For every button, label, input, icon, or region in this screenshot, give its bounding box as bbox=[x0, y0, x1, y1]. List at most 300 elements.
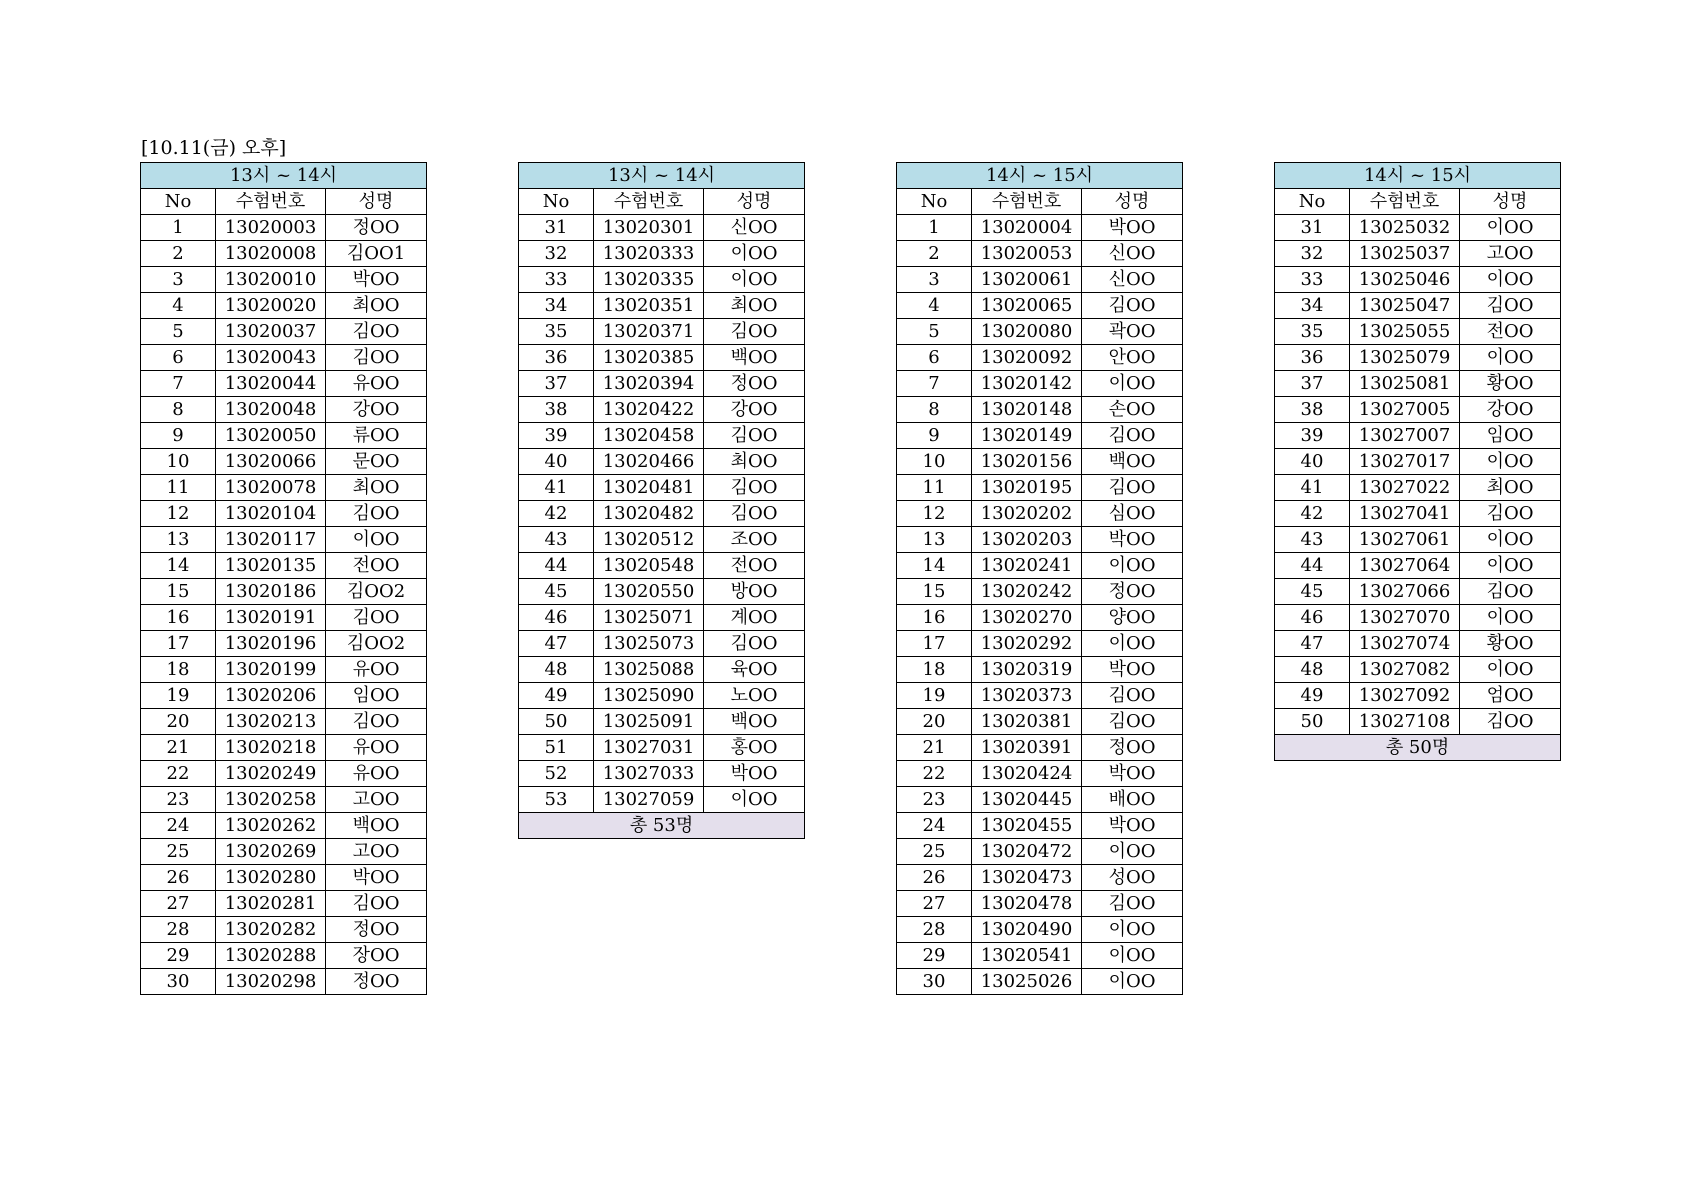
column-header-name: 성명 bbox=[1460, 189, 1561, 215]
row-number: 41 bbox=[1275, 475, 1350, 501]
table-row bbox=[897, 241, 1183, 267]
row-number: 12 bbox=[897, 501, 972, 527]
total-count: 총 53명 bbox=[519, 813, 805, 839]
row-number: 35 bbox=[519, 319, 594, 345]
exam-number: 13020148 bbox=[972, 397, 1082, 423]
exam-number: 13020512 bbox=[594, 527, 704, 553]
table-row bbox=[141, 501, 427, 527]
row-number: 25 bbox=[897, 839, 972, 865]
row-number: 23 bbox=[141, 787, 216, 813]
exam-number: 13020394 bbox=[594, 371, 704, 397]
student-name: 고OO bbox=[1460, 241, 1561, 267]
student-name: 이OO bbox=[1460, 267, 1561, 293]
row-number: 22 bbox=[897, 761, 972, 787]
exam-number: 13020282 bbox=[216, 917, 326, 943]
exam-number: 13020249 bbox=[216, 761, 326, 787]
row-number: 31 bbox=[1275, 215, 1350, 241]
exam-number: 13020061 bbox=[972, 267, 1082, 293]
column-header-exam-number: 수험번호 bbox=[1350, 189, 1460, 215]
table-row bbox=[141, 475, 427, 501]
exam-number: 13025037 bbox=[1350, 241, 1460, 267]
exam-number: 13025047 bbox=[1350, 293, 1460, 319]
total-count: 총 50명 bbox=[1275, 735, 1561, 761]
row-number: 39 bbox=[1275, 423, 1350, 449]
table-row bbox=[141, 839, 427, 865]
row-number: 31 bbox=[519, 215, 594, 241]
student-name: 신OO bbox=[704, 215, 805, 241]
table-row bbox=[897, 709, 1183, 735]
table-row bbox=[141, 449, 427, 475]
row-number: 36 bbox=[1275, 345, 1350, 371]
row-number: 40 bbox=[519, 449, 594, 475]
row-number: 27 bbox=[897, 891, 972, 917]
row-number: 15 bbox=[141, 579, 216, 605]
table-row bbox=[141, 293, 427, 319]
exam-number: 13020135 bbox=[216, 553, 326, 579]
row-number: 49 bbox=[519, 683, 594, 709]
student-name: 박OO bbox=[1082, 813, 1183, 839]
row-number: 18 bbox=[141, 657, 216, 683]
table-row bbox=[141, 345, 427, 371]
exam-number: 13020202 bbox=[972, 501, 1082, 527]
table-row bbox=[519, 345, 805, 371]
table-row bbox=[519, 267, 805, 293]
exam-number: 13020466 bbox=[594, 449, 704, 475]
table-row bbox=[519, 423, 805, 449]
table-row bbox=[1275, 449, 1561, 475]
student-name: 유OO bbox=[326, 371, 427, 397]
exam-number: 13027017 bbox=[1350, 449, 1460, 475]
table-row bbox=[897, 865, 1183, 891]
table-row bbox=[141, 969, 427, 995]
row-number: 10 bbox=[897, 449, 972, 475]
row-number: 48 bbox=[519, 657, 594, 683]
table-row bbox=[897, 735, 1183, 761]
student-name: 최OO bbox=[1460, 475, 1561, 501]
exam-number: 13027059 bbox=[594, 787, 704, 813]
table-row bbox=[141, 917, 427, 943]
table-row bbox=[897, 293, 1183, 319]
student-name: 양OO bbox=[1082, 605, 1183, 631]
student-name: 김OO bbox=[1082, 683, 1183, 709]
row-number: 4 bbox=[897, 293, 972, 319]
table-row bbox=[897, 839, 1183, 865]
table-row bbox=[897, 917, 1183, 943]
exam-number: 13020301 bbox=[594, 215, 704, 241]
table-row bbox=[1275, 501, 1561, 527]
exam-number: 13020482 bbox=[594, 501, 704, 527]
student-name: 신OO bbox=[1082, 241, 1183, 267]
exam-number: 13020037 bbox=[216, 319, 326, 345]
exam-number: 13025032 bbox=[1350, 215, 1460, 241]
table-row bbox=[519, 215, 805, 241]
table-row bbox=[897, 891, 1183, 917]
table-row bbox=[519, 553, 805, 579]
row-number: 14 bbox=[897, 553, 972, 579]
row-number: 21 bbox=[897, 735, 972, 761]
student-name: 정OO bbox=[1082, 579, 1183, 605]
student-name: 최OO bbox=[704, 293, 805, 319]
student-name: 김OO bbox=[326, 501, 427, 527]
student-name: 이OO bbox=[1460, 215, 1561, 241]
student-name: 박OO bbox=[326, 267, 427, 293]
table-row bbox=[897, 319, 1183, 345]
exam-number: 13020319 bbox=[972, 657, 1082, 683]
exam-number: 13020550 bbox=[594, 579, 704, 605]
student-name: 황OO bbox=[1460, 631, 1561, 657]
exam-number: 13020065 bbox=[972, 293, 1082, 319]
table-row bbox=[1275, 579, 1561, 605]
exam-number: 13027031 bbox=[594, 735, 704, 761]
row-number: 32 bbox=[519, 241, 594, 267]
roster-table bbox=[140, 162, 427, 995]
exam-number: 13020490 bbox=[972, 917, 1082, 943]
student-name: 이OO bbox=[704, 241, 805, 267]
student-name: 이OO bbox=[326, 527, 427, 553]
exam-number: 13025071 bbox=[594, 605, 704, 631]
table-row bbox=[897, 345, 1183, 371]
student-name: 이OO bbox=[1082, 631, 1183, 657]
row-number: 25 bbox=[141, 839, 216, 865]
student-name: 이OO bbox=[1460, 657, 1561, 683]
table-row bbox=[1275, 527, 1561, 553]
exam-number: 13020280 bbox=[216, 865, 326, 891]
student-name: 이OO bbox=[1460, 345, 1561, 371]
table-row bbox=[141, 605, 427, 631]
exam-number: 13020270 bbox=[972, 605, 1082, 631]
exam-number: 13020473 bbox=[972, 865, 1082, 891]
table-row bbox=[141, 579, 427, 605]
student-name: 손OO bbox=[1082, 397, 1183, 423]
row-number: 27 bbox=[141, 891, 216, 917]
row-number: 16 bbox=[141, 605, 216, 631]
time-slot-header: 13시 ~ 14시 bbox=[141, 163, 427, 189]
student-name: 이OO bbox=[1460, 605, 1561, 631]
student-name: 정OO bbox=[326, 215, 427, 241]
exam-number: 13020043 bbox=[216, 345, 326, 371]
column-header-row bbox=[897, 189, 1183, 215]
row-number: 13 bbox=[897, 527, 972, 553]
student-name: 장OO bbox=[326, 943, 427, 969]
exam-number: 13025088 bbox=[594, 657, 704, 683]
exam-number: 13027033 bbox=[594, 761, 704, 787]
column-header-exam-number: 수험번호 bbox=[216, 189, 326, 215]
time-header-row bbox=[897, 163, 1183, 189]
table-row bbox=[519, 241, 805, 267]
student-name: 최OO bbox=[326, 293, 427, 319]
table-row bbox=[1275, 657, 1561, 683]
column-header-name: 성명 bbox=[1082, 189, 1183, 215]
student-name: 전OO bbox=[326, 553, 427, 579]
table-row bbox=[141, 215, 427, 241]
exam-number: 13020391 bbox=[972, 735, 1082, 761]
table-row bbox=[1275, 683, 1561, 709]
student-name: 이OO bbox=[1082, 969, 1183, 995]
exam-number: 13027007 bbox=[1350, 423, 1460, 449]
table-row bbox=[897, 527, 1183, 553]
student-name: 백OO bbox=[326, 813, 427, 839]
student-name: 유OO bbox=[326, 657, 427, 683]
exam-number: 13020066 bbox=[216, 449, 326, 475]
table-row bbox=[897, 657, 1183, 683]
student-name: 김OO bbox=[326, 891, 427, 917]
student-name: 황OO bbox=[1460, 371, 1561, 397]
row-number: 40 bbox=[1275, 449, 1350, 475]
table-row bbox=[1275, 631, 1561, 657]
student-name: 이OO bbox=[704, 787, 805, 813]
table-row bbox=[897, 423, 1183, 449]
student-name: 김OO bbox=[704, 631, 805, 657]
row-number: 9 bbox=[897, 423, 972, 449]
exam-number: 13027092 bbox=[1350, 683, 1460, 709]
exam-number: 13020445 bbox=[972, 787, 1082, 813]
table-row bbox=[1275, 605, 1561, 631]
table-row bbox=[897, 683, 1183, 709]
table-row bbox=[141, 371, 427, 397]
exam-number: 13020203 bbox=[972, 527, 1082, 553]
student-name: 엄OO bbox=[1460, 683, 1561, 709]
exam-number: 13020117 bbox=[216, 527, 326, 553]
row-number: 5 bbox=[897, 319, 972, 345]
exam-number: 13027108 bbox=[1350, 709, 1460, 735]
exam-number: 13020206 bbox=[216, 683, 326, 709]
row-number: 52 bbox=[519, 761, 594, 787]
table-row bbox=[897, 475, 1183, 501]
exam-number: 13020242 bbox=[972, 579, 1082, 605]
row-number: 8 bbox=[897, 397, 972, 423]
exam-number: 13025079 bbox=[1350, 345, 1460, 371]
table-row bbox=[897, 553, 1183, 579]
exam-number: 13020351 bbox=[594, 293, 704, 319]
student-name: 육OO bbox=[704, 657, 805, 683]
student-name: 김OO bbox=[704, 501, 805, 527]
exam-number: 13020142 bbox=[972, 371, 1082, 397]
total-row bbox=[519, 813, 805, 839]
table-row bbox=[1275, 397, 1561, 423]
row-number: 28 bbox=[897, 917, 972, 943]
student-name: 강OO bbox=[704, 397, 805, 423]
exam-number: 13020541 bbox=[972, 943, 1082, 969]
table-row bbox=[141, 241, 427, 267]
table-row bbox=[519, 475, 805, 501]
student-name: 김OO bbox=[1460, 709, 1561, 735]
student-name: 노OO bbox=[704, 683, 805, 709]
exam-number: 13020044 bbox=[216, 371, 326, 397]
student-name: 박OO bbox=[1082, 657, 1183, 683]
exam-number: 13025090 bbox=[594, 683, 704, 709]
exam-number: 13020092 bbox=[972, 345, 1082, 371]
exam-number: 13027061 bbox=[1350, 527, 1460, 553]
exam-number: 13020010 bbox=[216, 267, 326, 293]
exam-number: 13020422 bbox=[594, 397, 704, 423]
exam-number: 13025055 bbox=[1350, 319, 1460, 345]
table-row bbox=[1275, 267, 1561, 293]
row-number: 45 bbox=[519, 579, 594, 605]
exam-number: 13020333 bbox=[594, 241, 704, 267]
table-row bbox=[141, 657, 427, 683]
roster-rows bbox=[1275, 215, 1561, 761]
table-row bbox=[519, 657, 805, 683]
row-number: 18 bbox=[897, 657, 972, 683]
table-row bbox=[897, 397, 1183, 423]
row-number: 26 bbox=[897, 865, 972, 891]
row-number: 32 bbox=[1275, 241, 1350, 267]
row-number: 14 bbox=[141, 553, 216, 579]
exam-number: 13020050 bbox=[216, 423, 326, 449]
exam-number: 13020003 bbox=[216, 215, 326, 241]
student-name: 홍OO bbox=[704, 735, 805, 761]
student-name: 박OO bbox=[704, 761, 805, 787]
student-name: 성OO bbox=[1082, 865, 1183, 891]
row-number: 8 bbox=[141, 397, 216, 423]
student-name: 김OO bbox=[704, 423, 805, 449]
table-row bbox=[141, 787, 427, 813]
student-name: 박OO bbox=[1082, 527, 1183, 553]
exam-number: 13020424 bbox=[972, 761, 1082, 787]
exam-number: 13027041 bbox=[1350, 501, 1460, 527]
student-name: 김OO2 bbox=[326, 579, 427, 605]
table-row bbox=[519, 397, 805, 423]
exam-number: 13020288 bbox=[216, 943, 326, 969]
table-row bbox=[141, 423, 427, 449]
student-name: 백OO bbox=[704, 709, 805, 735]
exam-number: 13027064 bbox=[1350, 553, 1460, 579]
table-row bbox=[141, 527, 427, 553]
student-name: 최OO bbox=[326, 475, 427, 501]
table-row bbox=[519, 631, 805, 657]
row-number: 48 bbox=[1275, 657, 1350, 683]
exam-number: 13025026 bbox=[972, 969, 1082, 995]
student-name: 이OO bbox=[1460, 553, 1561, 579]
column-header-name: 성명 bbox=[704, 189, 805, 215]
row-number: 38 bbox=[1275, 397, 1350, 423]
exam-number: 13020004 bbox=[972, 215, 1082, 241]
student-name: 계OO bbox=[704, 605, 805, 631]
exam-number: 13020195 bbox=[972, 475, 1082, 501]
student-name: 김OO bbox=[1460, 579, 1561, 605]
row-number: 12 bbox=[141, 501, 216, 527]
exam-number: 13025091 bbox=[594, 709, 704, 735]
table-row bbox=[519, 683, 805, 709]
row-number: 34 bbox=[519, 293, 594, 319]
student-name: 유OO bbox=[326, 761, 427, 787]
table-row bbox=[519, 787, 805, 813]
exam-number: 13027066 bbox=[1350, 579, 1460, 605]
time-header-row bbox=[519, 163, 805, 189]
table-row bbox=[1275, 293, 1561, 319]
student-name: 강OO bbox=[1460, 397, 1561, 423]
row-number: 24 bbox=[141, 813, 216, 839]
time-header-row bbox=[1275, 163, 1561, 189]
student-name: 김OO bbox=[1082, 709, 1183, 735]
table-row bbox=[141, 631, 427, 657]
student-name: 김OO bbox=[326, 605, 427, 631]
student-name: 이OO bbox=[704, 267, 805, 293]
student-name: 김OO bbox=[326, 319, 427, 345]
row-number: 26 bbox=[141, 865, 216, 891]
exam-number: 13020298 bbox=[216, 969, 326, 995]
table-row bbox=[897, 787, 1183, 813]
exam-number: 13020196 bbox=[216, 631, 326, 657]
row-number: 10 bbox=[141, 449, 216, 475]
row-number: 50 bbox=[1275, 709, 1350, 735]
exam-number: 13020078 bbox=[216, 475, 326, 501]
exam-number: 13020156 bbox=[972, 449, 1082, 475]
student-name: 안OO bbox=[1082, 345, 1183, 371]
exam-number: 13025073 bbox=[594, 631, 704, 657]
exam-number: 13027022 bbox=[1350, 475, 1460, 501]
exam-number: 13025081 bbox=[1350, 371, 1460, 397]
row-number: 17 bbox=[141, 631, 216, 657]
exam-number: 13020199 bbox=[216, 657, 326, 683]
time-slot-header: 14시 ~ 15시 bbox=[1275, 163, 1561, 189]
row-number: 16 bbox=[897, 605, 972, 631]
exam-number: 13020481 bbox=[594, 475, 704, 501]
table-row bbox=[1275, 709, 1561, 735]
exam-number: 13020213 bbox=[216, 709, 326, 735]
table-row bbox=[897, 943, 1183, 969]
column-header-exam-number: 수험번호 bbox=[594, 189, 704, 215]
exam-number: 13020241 bbox=[972, 553, 1082, 579]
row-number: 38 bbox=[519, 397, 594, 423]
row-number: 19 bbox=[897, 683, 972, 709]
exam-number: 13020104 bbox=[216, 501, 326, 527]
student-name: 백OO bbox=[704, 345, 805, 371]
row-number: 4 bbox=[141, 293, 216, 319]
student-name: 김OO bbox=[1082, 891, 1183, 917]
column-header-exam-number: 수험번호 bbox=[972, 189, 1082, 215]
row-number: 21 bbox=[141, 735, 216, 761]
student-name: 신OO bbox=[1082, 267, 1183, 293]
time-header-row bbox=[141, 163, 427, 189]
exam-number: 13020080 bbox=[972, 319, 1082, 345]
row-number: 44 bbox=[1275, 553, 1350, 579]
column-header-no: No bbox=[1275, 189, 1350, 215]
student-name: 이OO bbox=[1082, 943, 1183, 969]
roster-table bbox=[896, 162, 1183, 995]
table-row bbox=[141, 891, 427, 917]
student-name: 김OO bbox=[1460, 501, 1561, 527]
student-name: 정OO bbox=[1082, 735, 1183, 761]
table-row bbox=[141, 709, 427, 735]
exam-number: 13025046 bbox=[1350, 267, 1460, 293]
row-number: 2 bbox=[141, 241, 216, 267]
row-number: 39 bbox=[519, 423, 594, 449]
exam-number: 13020472 bbox=[972, 839, 1082, 865]
table-row bbox=[897, 371, 1183, 397]
row-number: 17 bbox=[897, 631, 972, 657]
table-row bbox=[897, 813, 1183, 839]
exam-number: 13027005 bbox=[1350, 397, 1460, 423]
row-number: 29 bbox=[141, 943, 216, 969]
student-name: 방OO bbox=[704, 579, 805, 605]
student-name: 곽OO bbox=[1082, 319, 1183, 345]
exam-number: 13020373 bbox=[972, 683, 1082, 709]
student-name: 이OO bbox=[1082, 917, 1183, 943]
student-name: 고OO bbox=[326, 839, 427, 865]
table-row bbox=[519, 709, 805, 735]
student-name: 백OO bbox=[1082, 449, 1183, 475]
exam-number: 13020548 bbox=[594, 553, 704, 579]
row-number: 50 bbox=[519, 709, 594, 735]
student-name: 정OO bbox=[326, 917, 427, 943]
table-row bbox=[141, 553, 427, 579]
row-number: 42 bbox=[519, 501, 594, 527]
column-header-name: 성명 bbox=[326, 189, 427, 215]
row-number: 22 bbox=[141, 761, 216, 787]
student-name: 박OO bbox=[1082, 761, 1183, 787]
table-row bbox=[897, 501, 1183, 527]
